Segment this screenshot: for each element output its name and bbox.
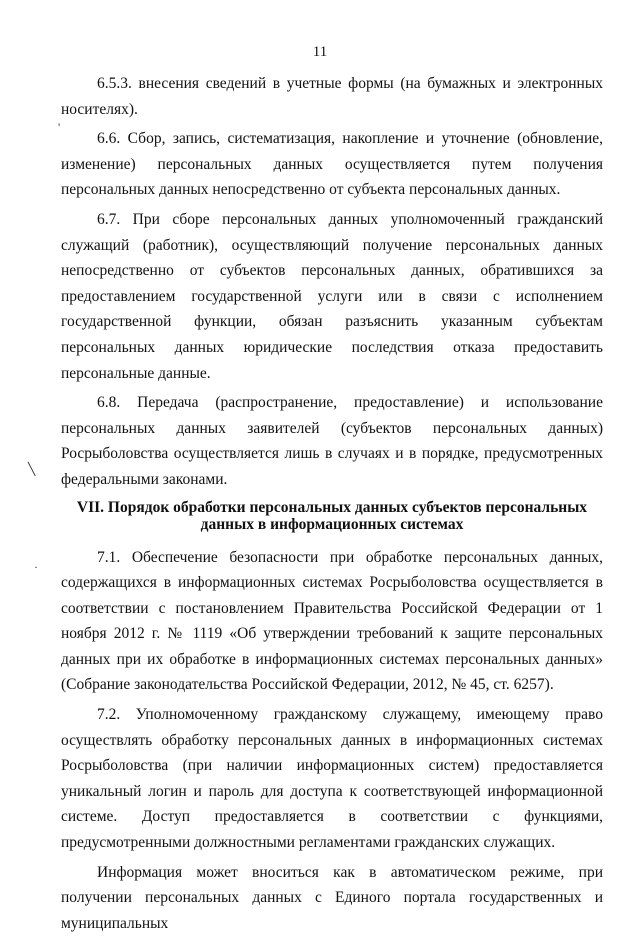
scan-mark: ' [58,120,61,134]
page-number: 11 [312,44,328,60]
section-heading-line-2: данных в информационных системах [200,515,464,533]
paragraph-information: Информация может вноситься как в автоматическом режиме, при получении персональных данных с Единого портала государственных и муниципальных [61,863,603,932]
scan-mark: ╲ [28,462,36,476]
document-body [61,71,603,936]
paragraph-6-7: 6.7. При сборе персональных данных уполномоченный гражданский служащий (работник), осуществляющий получение персональных данных непосредственно от субъектов персональных данных, обратившихся за предоставлением государственной услуги или в связи с исполнением государственной функции, обязан разъяснить указанным субъектам персональных данных юридические последствия отказа предоставить персональные данные. [61,210,603,382]
section-heading [61,499,603,533]
paragraph-6-6: 6.6. Сбор, запись, систематизация, накопление и уточнение (обновление, изменение) персональных данных осуществляется путем получения персональных данных непосредственно от субъекта персональных данных. [61,130,603,199]
paragraph-6-5-3: 6.5.3. внесения сведений в учетные формы (на бумажных и электронных носителях). [61,75,603,118]
scan-mark: · [34,560,38,574]
paragraph-7-1: 7.1. Обеспечение безопасности при обработке персональных данных, содержащихся в информационных системах Росрыболовства осуществляется в соответствии с постановлением Правительства Российской Федерации от 1 ноября 2012 г. № 1119 «Об утверждении требований к защите персональных данных при их обработке в информационных системах персональных данных» (Собрание законодательства Российской Федерации, 2012, № 45, ст. 6257). [61,548,603,694]
paragraph-6-8: 6.8. Передача (распространение, предоставление) и использование персональных данных заявителей (субъектов персональных данных) Росрыболовства осуществляется лишь в случаях и в порядке, предусмотренных федеральными законами. [61,394,603,488]
section-heading-line-1: VII. Порядок обработки персональных данных субъектов персональных [76,498,588,516]
paragraph-7-2: 7.2. Уполномоченному гражданскому служащему, имеющему право осуществлять обработку персональных данных в информационных системах Росрыболовства (при наличии информационных систем) предоставляется уникальный логин и пароль для доступа к соответствующей информационной системе. Доступ предоставляется в соответствии с функциями, предусмотренными должностными регламентами гражданских служащих. [61,706,603,852]
